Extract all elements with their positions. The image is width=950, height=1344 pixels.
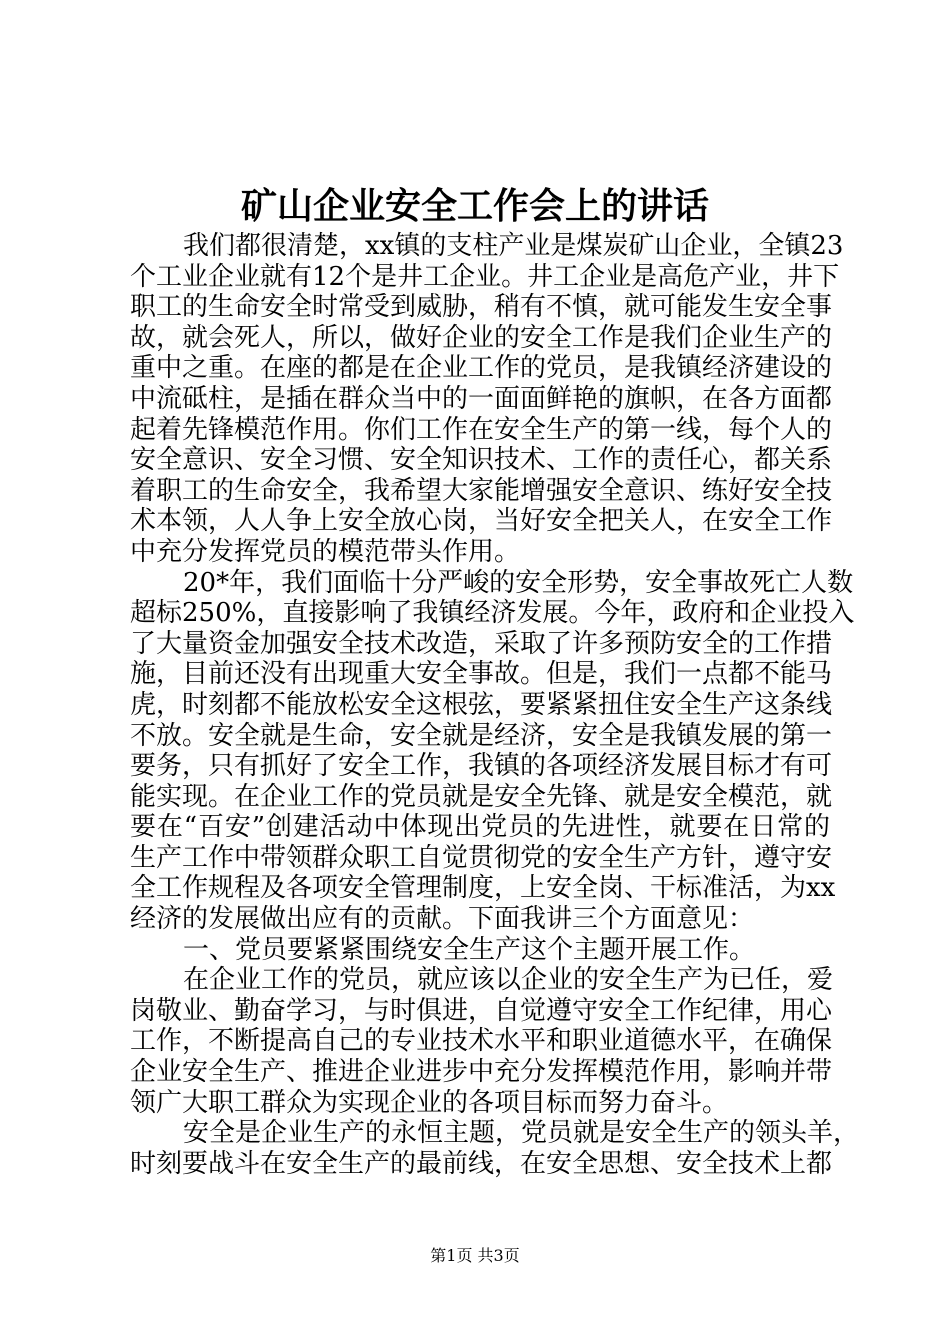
text-line: 在企业工作的党员，就应该以企业的安全生产为已任，爱 [183, 965, 834, 996]
text-line: 岗敬业、勤奋学习，与时俱进，自觉遵守安全工作纪律，用心 [130, 995, 833, 1026]
text-line: 不放。安全就是生命，安全就是经济，安全是我镇发展的第一 [130, 720, 833, 751]
text-line: 要在“百安”创建活动中体现出党员的先进性，就要在日常的 [130, 812, 830, 843]
text-line: 企业安全生产、推进企业进步中充分发挥模范作用，影响并带 [130, 1057, 833, 1088]
text-line: 超标250%，直接影响了我镇经济发展。今年，政府和企业投入 [130, 598, 855, 629]
text-line: 我们都很清楚，xx镇的支柱产业是煤炭矿山企业，全镇23 [183, 231, 844, 261]
text-line: 经济的发展做出应有的贡献。下面我讲三个方面意见： [130, 904, 755, 935]
text-line: 安全是企业生产的永恒主题，党员就是安全生产的领头羊， [183, 1118, 860, 1149]
text-line: 一、党员要紧紧围绕安全生产这个主题开展工作。 [183, 934, 756, 965]
text-line: 重中之重。在座的都是在企业工作的党员，是我镇经济建设的 [130, 353, 833, 384]
text-line: 能实现。在企业工作的党员就是安全先锋、就是安全模范，就 [130, 781, 833, 812]
text-line: 要务，只有抓好了安全工作，我镇的各项经济发展目标才有可 [130, 751, 833, 782]
text-line: 全工作规程及各项安全管理制度，上安全岗、干标准活，为xx [130, 873, 836, 904]
text-line: 工作，不断提高自己的专业技术水平和职业道德水平，在确保 [130, 1026, 833, 1057]
page-footer: 第1页 共3页 [430, 1246, 520, 1265]
text-line: 故，就会死人，所以，做好企业的安全工作是我们企业生产的 [130, 322, 833, 353]
text-line: 了大量资金加强安全技术改造，采取了许多预防安全的工作措 [130, 628, 833, 659]
document-body [130, 231, 860, 1179]
document-title: 矿山企业安全工作会上的讲话 [240, 185, 709, 227]
text-line: 施，目前还没有出现重大安全事故。但是，我们一点都不能马 [130, 659, 833, 690]
text-line: 生产工作中带领群众职工自觉贯彻党的安全生产方针，遵守安 [130, 842, 833, 873]
text-line: 安全意识、安全习惯、安全知识技术、工作的责任心，都关系 [130, 445, 833, 476]
text-line: 术本领，人人争上安全放心岗，当好安全把关人，在安全工作 [130, 506, 833, 537]
text-line: 时刻要战斗在安全生产的最前线，在安全思想、安全技术上都 [130, 1148, 833, 1179]
text-line: 虎，时刻都不能放松安全这根弦，要紧紧扭住安全生产这条线 [130, 689, 833, 720]
text-line: 领广大职工群众为实现企业的各项目标而努力奋斗。 [130, 1087, 729, 1118]
text-line: 起着先锋模范作用。你们工作在安全生产的第一线，每个人的 [130, 414, 833, 445]
text-line: 20*年，我们面临十分严峻的安全形势，安全事故死亡人数 [183, 567, 854, 598]
text-line: 个工业企业就有12个是井工企业。井工企业是高危产业，井下 [130, 261, 840, 292]
text-line: 中流砥柱，是插在群众当中的一面面鲜艳的旗帜，在各方面都 [130, 383, 833, 414]
text-line: 职工的生命安全时常受到威胁，稍有不慎，就可能发生安全事 [130, 292, 833, 323]
text-line: 着职工的生命安全，我希望大家能增强安全意识、练好安全技 [130, 475, 833, 506]
text-line: 中充分发挥党员的模范带头作用。 [130, 536, 521, 567]
